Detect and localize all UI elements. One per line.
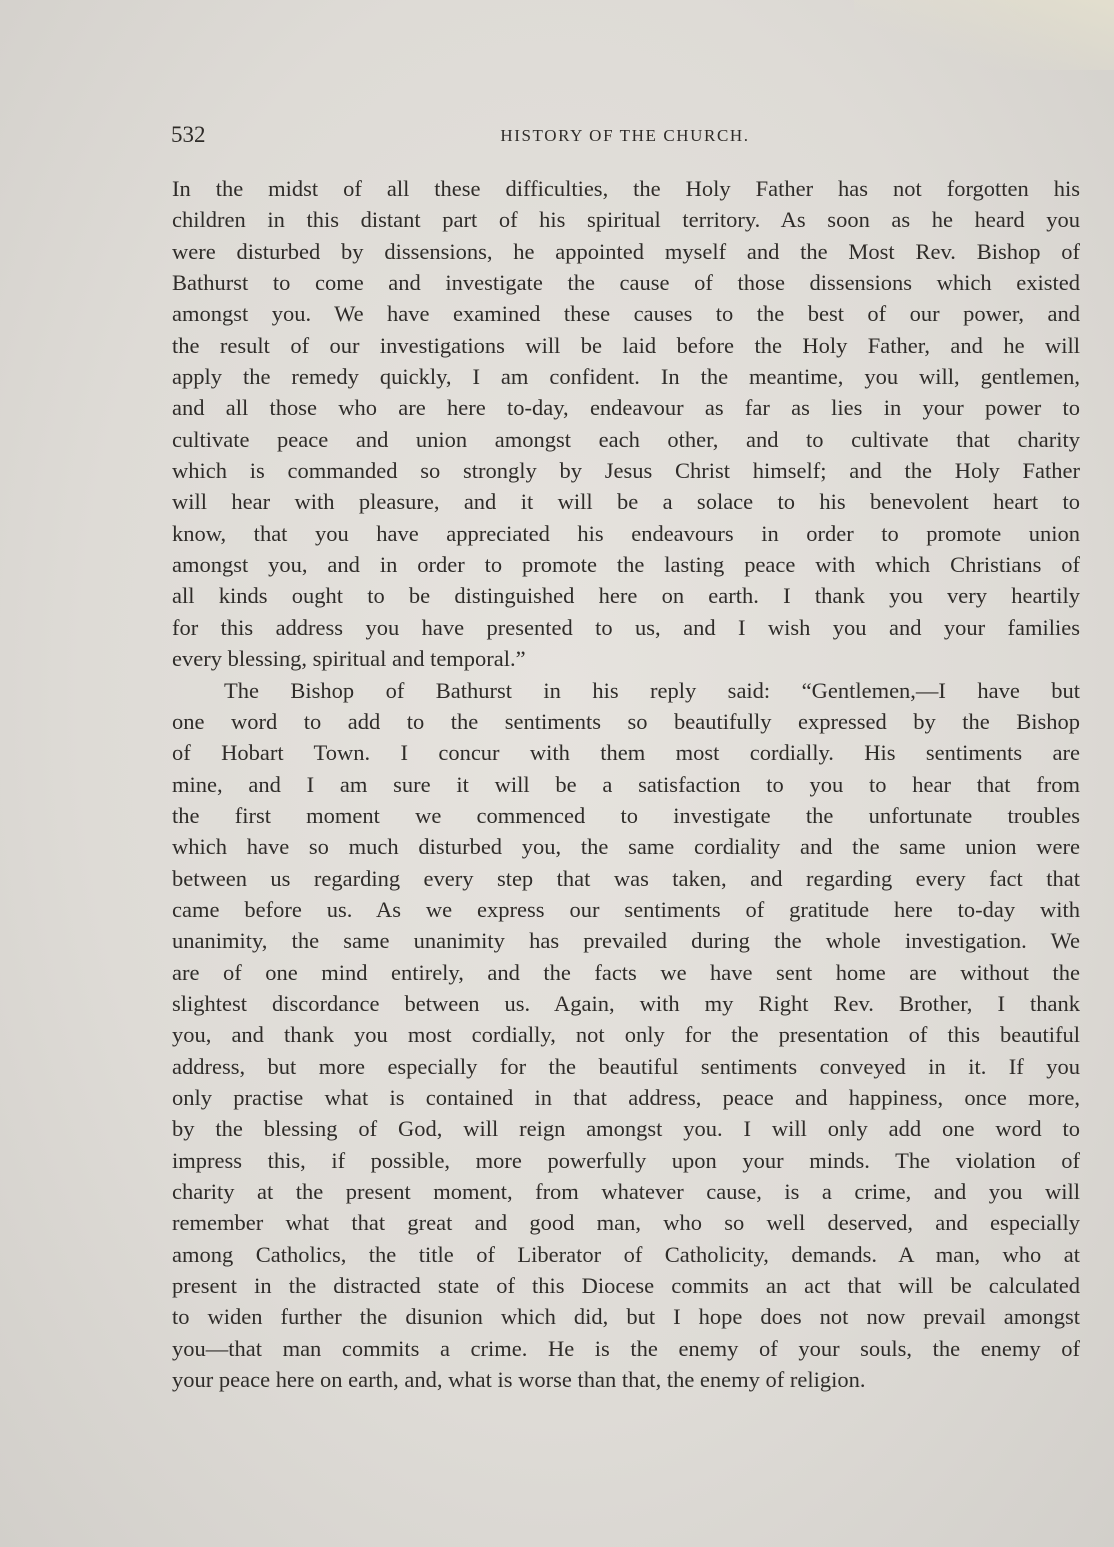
text-line: know, that you have appreciated his endeavours in order to promote union: [172, 520, 1080, 546]
text-line: remember what that great and good man, who so well deserved, and especially: [172, 1210, 1080, 1236]
text-line: amongst you. We have examined these causes to the best of our power, and: [172, 301, 1080, 327]
text-line: unanimity, the same unanimity has prevailed during the whole investigation. We: [172, 928, 1080, 954]
text-line: the result of our investigations will be laid before the Holy Father, and he will: [172, 332, 1080, 358]
text-line: you, and thank you most cordially, not only for the presentation of this beautiful: [172, 1022, 1080, 1048]
body-text: [172, 173, 1080, 1395]
text-line: children in this distant part of his spiritual territory. As soon as he heard you: [172, 207, 1080, 233]
text-line: apply the remedy quickly, I am confident. In the meantime, you will, gentlemen,: [172, 364, 1080, 390]
text-line: cultivate peace and union amongst each other, and to cultivate that charity: [172, 426, 1080, 452]
text-line: you—that man commits a crime. He is the enemy of your souls, the enemy of: [172, 1335, 1080, 1361]
text-line: Bathurst to come and investigate the cause of those dissensions which existed: [172, 270, 1080, 296]
paragraph: [172, 675, 1080, 1396]
text-line: of Hobart Town. I concur with them most cordially. His sentiments are: [172, 740, 1080, 766]
text-line: between us regarding every step that was taken, and regarding every fact that: [172, 865, 1080, 891]
text-line: only practise what is contained in that address, peace and happiness, once more,: [172, 1084, 1080, 1110]
text-line: address, but more especially for the beautiful sentiments conveyed in it. If you: [172, 1053, 1080, 1079]
running-title: HISTORY OF THE CHURCH.: [500, 126, 750, 145]
text-line: all kinds ought to be distinguished here on earth. I thank you very heartily: [172, 583, 1080, 609]
text-line: slightest discordance between us. Again, with my Right Rev. Brother, I thank: [172, 990, 1080, 1016]
text-line: the first moment we commenced to investigate the unfortunate troubles: [172, 802, 1080, 828]
text-line: were disturbed by dissensions, he appointed myself and the Most Rev. Bishop of: [172, 238, 1080, 264]
text-line: your peace here on earth, and, what is worse than that, the enemy of religion.: [172, 1367, 866, 1393]
page-number: 532: [171, 122, 206, 147]
paragraph: [172, 173, 1080, 675]
text-line: are of one mind entirely, and the facts we have sent home are without the: [172, 959, 1080, 985]
text-line: one word to add to the sentiments so beautifully expressed by the Bishop: [172, 708, 1080, 734]
text-line: The Bishop of Bathurst in his reply said: “Gentlemen,—I have but: [224, 677, 1080, 703]
text-line: every blessing, spiritual and temporal.”: [172, 646, 526, 672]
text-line: mine, and I am sure it will be a satisfaction to you to hear that from: [172, 771, 1080, 797]
text-line: which have so much disturbed you, the same cordiality and the same union were: [172, 834, 1080, 860]
text-line: which is commanded so strongly by Jesus Christ himself; and the Holy Father: [172, 458, 1080, 484]
text-line: will hear with pleasure, and it will be a solace to his benevolent heart to: [172, 489, 1080, 515]
text-line: and all those who are here to-day, endeavour as far as lies in your power to: [172, 395, 1080, 421]
text-line: In the midst of all these difficulties, the Holy Father has not forgotten his: [172, 176, 1080, 201]
running-head: [171, 122, 1079, 154]
text-line: came before us. As we express our sentiments of gratitude here to-day with: [172, 896, 1080, 922]
text-line: impress this, if possible, more powerfully upon your minds. The violation of: [172, 1147, 1080, 1173]
text-line: by the blessing of God, will reign amongst you. I will only add one word to: [172, 1116, 1080, 1142]
text-line: to widen further the disunion which did, but I hope does not now prevail amongst: [172, 1304, 1080, 1330]
paper-stain: [854, 0, 1114, 70]
text-line: for this address you have presented to us, and I wish you and your families: [172, 614, 1080, 640]
text-line: amongst you, and in order to promote the lasting peace with which Christians of: [172, 552, 1080, 578]
text-line: present in the distracted state of this Diocese commits an act that will be calculated: [172, 1273, 1080, 1299]
text-line: among Catholics, the title of Liberator of Catholicity, demands. A man, who at: [172, 1241, 1080, 1267]
text-line: charity at the present moment, from whatever cause, is a crime, and you will: [172, 1179, 1080, 1204]
